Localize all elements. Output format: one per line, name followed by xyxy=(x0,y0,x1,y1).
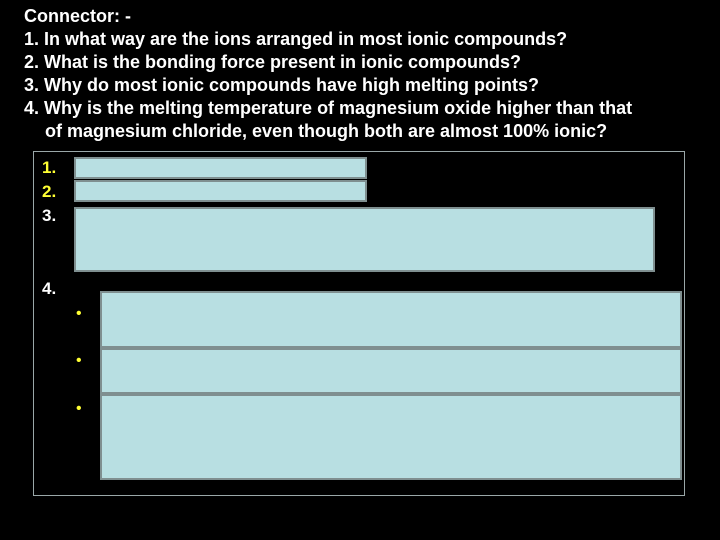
bullet-4b: • xyxy=(76,352,82,369)
answer-1-box[interactable] xyxy=(74,157,367,179)
connector-questions xyxy=(24,5,714,143)
answer-2-number: 2. xyxy=(42,182,57,201)
answer-2-box[interactable] xyxy=(74,180,367,202)
answer-4a-box[interactable] xyxy=(100,291,682,348)
question-4-line-2: of magnesium chloride, even though both are almost 100% ionic? xyxy=(45,121,608,141)
question-3: 3. Why do most ionic compounds have high melting points? xyxy=(24,75,540,95)
answer-4b-box[interactable] xyxy=(100,348,682,394)
question-4-line-1: 4. Why is the melting temperature of magnesium oxide higher than that xyxy=(24,98,633,118)
answer-panel xyxy=(33,151,685,496)
question-1: 1. In what way are the ions arranged in most ionic compounds? xyxy=(24,29,568,49)
answer-3-number: 3. xyxy=(42,206,57,225)
answer-4-number: 4. xyxy=(42,279,57,298)
connector-title: Connector: - xyxy=(24,6,131,26)
question-2: 2. What is the bonding force present in ionic compounds? xyxy=(24,52,522,72)
bullet-4a: • xyxy=(76,305,82,322)
answer-4c-box[interactable] xyxy=(100,394,682,480)
answer-3-box[interactable] xyxy=(74,207,655,272)
bullet-4c: • xyxy=(76,400,82,417)
answer-1-number: 1. xyxy=(42,158,57,177)
